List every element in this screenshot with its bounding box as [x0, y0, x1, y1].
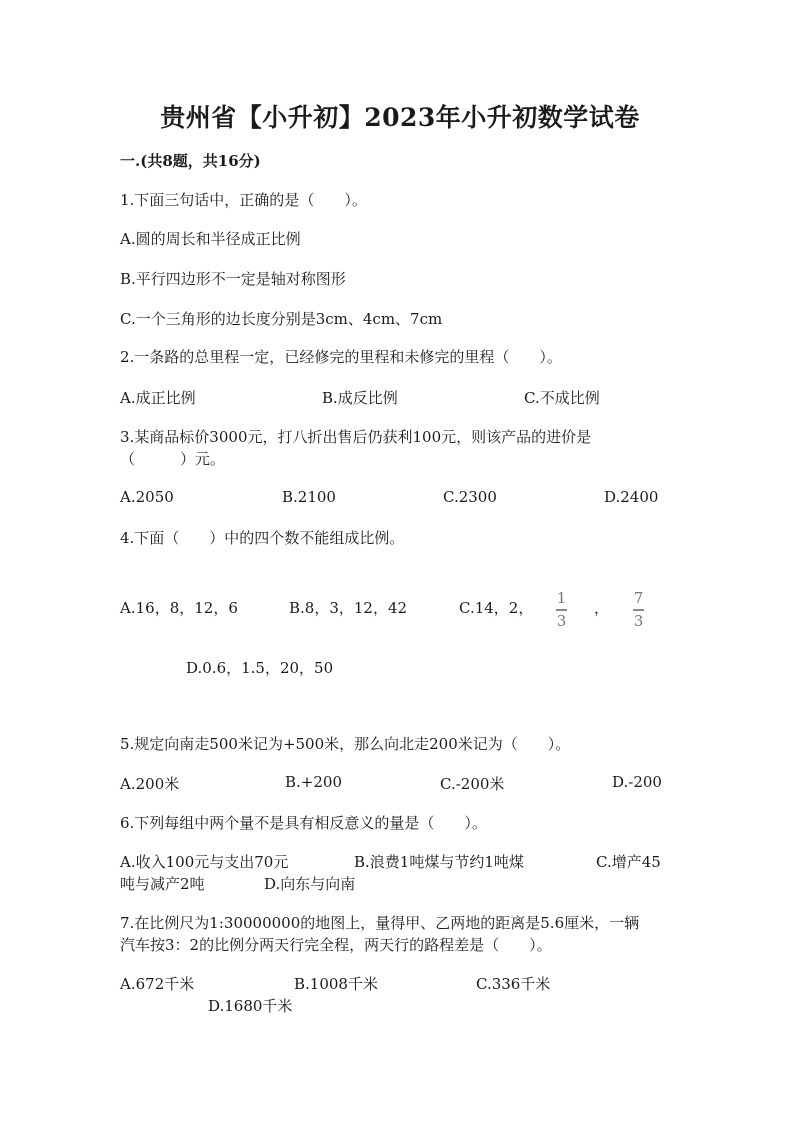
question-5-stem: 5.规定向南走500米记为+500米，那么向北走200米记为（ ）。	[120, 735, 571, 753]
fraction-numerator: 7	[633, 589, 644, 607]
question-2-stem: 2.一条路的总里程一定，已经修完的里程和未修完的里程（ ）。	[120, 348, 562, 366]
question-4-option-a: A.16，8，12，6	[120, 599, 238, 617]
question-1-option-c: C.一个三角形的边长度分别是3cm、4cm、7cm	[120, 310, 443, 328]
fraction-bar	[556, 609, 567, 611]
fraction-numerator: 1	[556, 589, 567, 607]
question-1-stem: 1.下面三句话中，正确的是（ ）。	[120, 191, 367, 209]
question-3-option-c: C.2300	[443, 488, 497, 506]
question-6-option-b: B.浪费1吨煤与节约1吨煤	[354, 853, 524, 871]
question-6-stem: 6.下列每组中两个量不是具有相反意义的量是（ ）。	[120, 814, 487, 832]
question-3-stem-line1: 3.某商品标价3000元，打八折出售后仍获利100元，则该产品的进价是	[120, 428, 592, 446]
fraction-seven-thirds	[633, 591, 644, 629]
question-5-option-d: D.-200	[612, 773, 662, 791]
question-2-option-a: A.成正比例	[120, 389, 196, 407]
question-7-stem-line1: 7.在比例尺为1:30000000的地图上，量得甲、乙两地的距离是5.6厘米，一辆	[120, 914, 640, 932]
question-5-option-b: B.+200	[285, 773, 342, 791]
question-7-option-b: B.1008千米	[294, 975, 378, 993]
question-4-option-b: B.8，3，12，42	[289, 599, 408, 617]
section-heading: 一.(共8题，共16分)	[120, 152, 261, 170]
question-1-option-a: A.圆的周长和半径成正比例	[120, 230, 301, 248]
page-title: 贵州省【小升初】2023年小升初数学试卷	[160, 103, 640, 132]
question-7-option-a: A.672千米	[120, 975, 195, 993]
question-6-option-d: D.向东与向南	[264, 875, 356, 893]
question-1-option-b: B.平行四边形不一定是轴对称图形	[120, 270, 346, 288]
question-3-stem-line2: （ ）元。	[120, 450, 226, 468]
question-6-option-c: C.增产45	[596, 853, 661, 871]
question-4-option-d: D.0.6，1.5，20，50	[186, 659, 334, 677]
question-3-option-d: D.2400	[604, 488, 659, 506]
question-5-option-c: C.-200米	[440, 775, 505, 793]
question-6-option-c-continued: 吨与减产2吨	[120, 875, 205, 893]
fraction-denominator: 3	[633, 611, 644, 630]
fraction-one-third	[556, 591, 567, 629]
question-7-option-d: D.1680千米	[208, 997, 293, 1015]
question-7-option-c: C.336千米	[476, 975, 551, 993]
fraction-bar	[633, 609, 644, 611]
question-6-option-a: A.收入100元与支出70元	[120, 853, 289, 871]
fraction-denominator: 3	[556, 611, 567, 630]
question-3-option-b: B.2100	[282, 488, 336, 506]
question-4-stem: 4.下面（ ）中的四个数不能组成比例。	[120, 529, 405, 547]
question-4-option-c: C.14，2，	[459, 599, 534, 617]
question-4-comma: ，	[594, 599, 610, 617]
question-7-stem-line2: 汽车按3：2的比例分两天行完全程，两天行的路程差是（ ）。	[120, 936, 552, 954]
question-2-option-c: C.不成比例	[524, 389, 600, 407]
question-3-option-a: A.2050	[120, 488, 174, 506]
question-5-option-a: A.200米	[120, 775, 180, 793]
question-2-option-b: B.成反比例	[322, 389, 398, 407]
